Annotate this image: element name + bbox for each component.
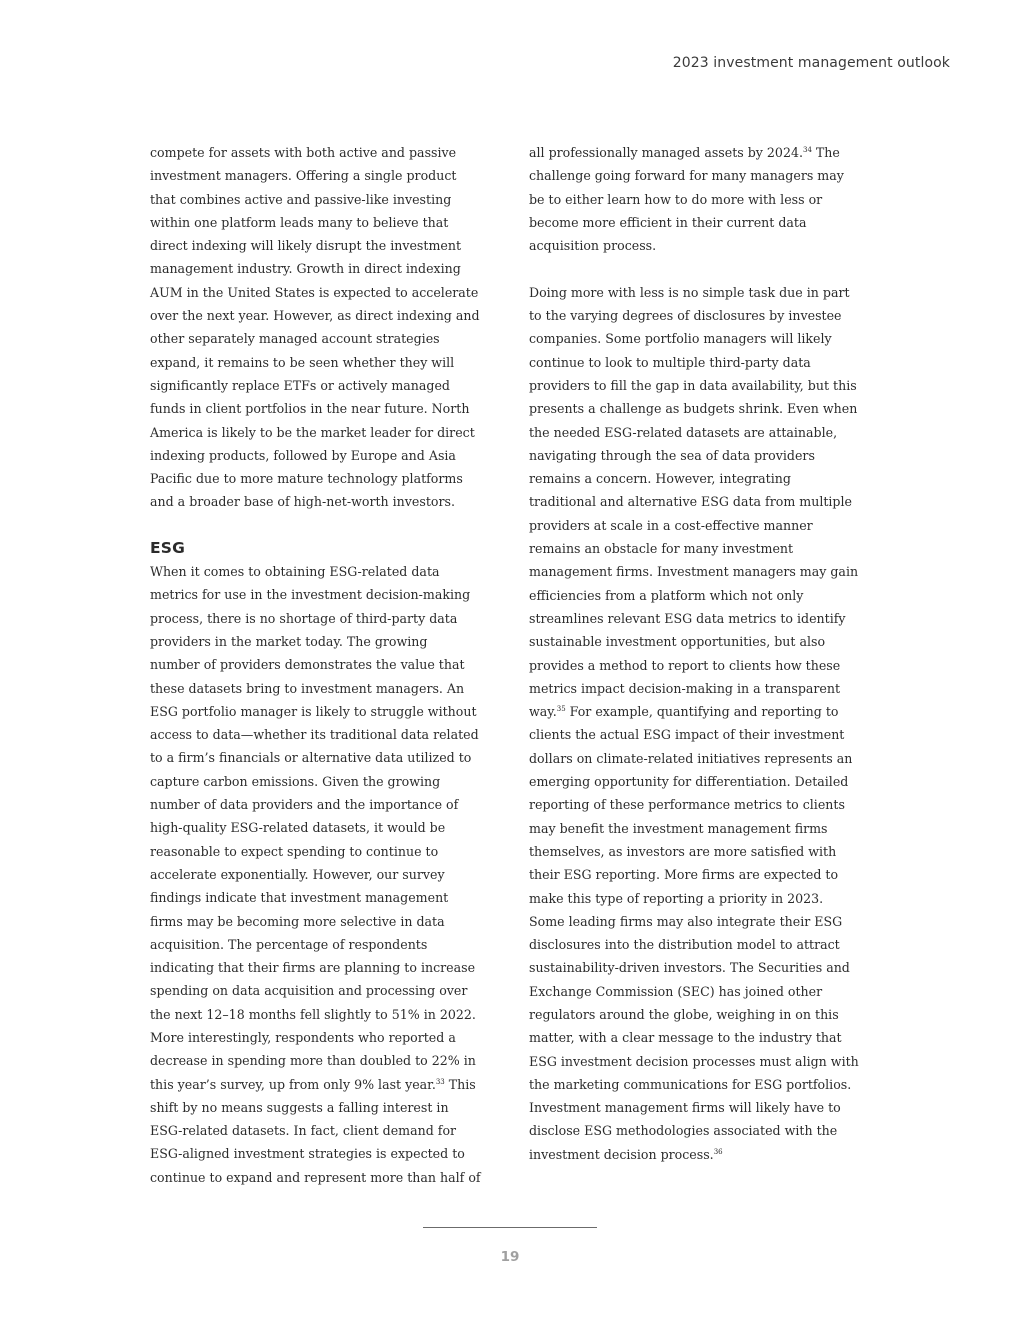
text-line: streamlines relevant ESG data metrics to identify [529, 610, 846, 626]
text-line: reporting of these performance metrics to clients [529, 797, 845, 813]
text-line: providers in the market today. The growing [150, 633, 428, 649]
text-line: compete for assets with both active and passive [150, 145, 457, 160]
text-line: acquisition. The percentage of respondents [150, 936, 428, 952]
text-line: to the varying degrees of disclosures by investee [529, 308, 842, 324]
text-line: presents a challenge as budgets shrink. Even when [529, 401, 858, 417]
text-line: number of providers demonstrates the value that [150, 657, 465, 673]
text-line: within one platform leads many to believe that [150, 214, 449, 230]
text-line: dollars on climate-related initiatives represents an [529, 750, 853, 766]
text-line: other separately managed account strategies [150, 331, 440, 347]
text-line: clients the actual ESG impact of their investment [529, 727, 845, 743]
doing-more-footnote-line: way.$^{35}$ For example, quantifying and reporting to [529, 704, 839, 720]
text-line: More interestingly, respondents who reported a [150, 1029, 456, 1045]
text-line: the marketing communications for ESG portfolios. [529, 1076, 852, 1092]
footnote-36: 36 [713, 1147, 723, 1156]
text-line: funds in client portfolios in the near future. North [150, 401, 470, 417]
text-line: ESG investment decision processes must align with [529, 1053, 859, 1069]
doing-more-last-line: investment decision process.$^{36}$ [529, 1146, 723, 1162]
text-line: findings indicate that investment management [150, 890, 449, 906]
esg-paragraph-part-b [150, 1096, 495, 1189]
text-line: make this type of reporting a priority in 2023. [529, 890, 824, 906]
text-line: that combines active and passive-like investing [150, 191, 452, 207]
footnote-35: 35 [556, 705, 566, 714]
text-line: remains a concern. However, integrating [529, 471, 791, 487]
text-line: indicating that their firms are planning to increase [150, 960, 476, 976]
text-line: direct indexing will likely disrupt the investment [150, 238, 462, 254]
text-line: AUM in the United States is expected to accelerate [150, 284, 479, 300]
text-line: ESG-related datasets. In fact, client demand for [150, 1123, 457, 1139]
running-header: 2023 investment management outlook [672, 55, 950, 71]
text-line: providers at scale in a cost-effective manner [529, 517, 813, 533]
text-line: sustainable investment opportunities, but also [529, 634, 826, 650]
text-line: expand, it remains to be seen whether they will [150, 354, 455, 370]
text-line: shift by no means suggests a falling interest in [150, 1099, 449, 1115]
text-line: be to either learn how to do more with less or [529, 191, 823, 207]
continuation-paragraph-rest [529, 164, 874, 257]
text-line: indexing products, followed by Europe and Asia [150, 447, 456, 463]
text-line: provides a method to report to clients how these [529, 657, 841, 673]
text-line: firms may be becoming more selective in data [150, 913, 445, 929]
footnote-34: 34 [802, 146, 812, 154]
footer-rule [423, 1227, 597, 1228]
text-line: navigating through the sea of data providers [529, 447, 815, 463]
text-line: traditional and alternative ESG data from multiple [529, 494, 852, 510]
text-line: reasonable to expect spending to continue to [150, 843, 439, 859]
text-line: efficiencies from a platform which not only [529, 587, 804, 603]
text-line: metrics for use in the investment decision-making [150, 587, 471, 603]
text-line: over the next year. However, as direct indexing and [150, 308, 480, 324]
text-line: providers to fill the gap in data availability, but this [529, 377, 857, 393]
page-number: 19 [500, 1249, 520, 1265]
text-line: Pacific due to more mature technology platforms [150, 471, 463, 487]
text-line: America is likely to be the market leader for direct [150, 424, 475, 440]
text-line: these datasets bring to investment managers. An [150, 680, 465, 696]
text-line: continue to expand and represent more than half of [150, 1169, 481, 1185]
esg-paragraph [150, 560, 495, 1189]
text-line: management firms. Investment managers may gain [529, 564, 859, 580]
text-line: acquisition process. [529, 238, 657, 254]
text-line: management industry. Growth in direct indexing [150, 261, 461, 277]
text-line: may benefit the investment management firms [529, 820, 828, 836]
esg-paragraph-footnote-line: this year’s survey, up from only 9% last year.$^{33}$ This [150, 1076, 476, 1092]
text-line: decrease in spending more than doubled to 22% in [150, 1053, 476, 1069]
text-line: themselves, as investors are more satisfied with [529, 843, 837, 859]
text-line: sustainability-driven investors. The Securities and [529, 960, 850, 976]
text-line: high-quality ESG-related datasets, it would be [150, 820, 446, 836]
text-line: number of data providers and the importance of [150, 797, 459, 813]
text-line: regulators around the globe, weighing in on this [529, 1006, 839, 1022]
continuation-footnote-line: all professionally managed assets by 2024.34 The [529, 145, 840, 160]
doing-more-part-b [529, 723, 874, 1142]
text-line: Some leading firms may also integrate their ESG [529, 913, 843, 929]
text-line: disclosures into the distribution model to attract [529, 937, 840, 953]
continuation-paragraph [529, 141, 874, 257]
text-line: disclose ESG methodologies associated with the [529, 1123, 838, 1139]
text-line: the next 12–18 months fell slightly to 51% in 2022. [150, 1006, 476, 1022]
footnote-33: 33 [435, 1077, 445, 1086]
text-line: capture carbon emissions. Given the growing [150, 773, 441, 789]
text-line: process, there is no shortage of third-party data [150, 610, 458, 626]
text-line: metrics impact decision-making in a transparent [529, 680, 841, 696]
paragraph-spacer [150, 514, 495, 537]
esg-section-heading: ESG [150, 539, 186, 558]
text-line: investment managers. Offering a single product [150, 168, 457, 184]
text-line: their ESG reporting. More firms are expected to [529, 867, 839, 883]
doing-more-paragraph [529, 281, 874, 1166]
text-line: continue to look to multiple third-party data [529, 354, 811, 370]
direct-indexing-paragraph [150, 141, 495, 514]
text-line: companies. Some portfolio managers will likely [529, 331, 832, 347]
text-line: remains an obstacle for many investment [529, 541, 794, 557]
text-line: and a broader base of high-net-worth investors. [150, 494, 455, 510]
text-line: ESG-aligned investment strategies is expected to [150, 1146, 465, 1162]
doing-more-part-a [529, 281, 874, 700]
text-line: the needed ESG-related datasets are attainable, [529, 424, 838, 440]
text-line: Exchange Commission (SEC) has joined other [529, 983, 823, 999]
text-line: emerging opportunity for differentiation. Detailed [529, 774, 849, 790]
text-line: access to data—whether its traditional data related [150, 727, 479, 743]
text-line: accelerate exponentially. However, our survey [150, 866, 445, 882]
right-column [529, 141, 874, 1166]
text-line: Doing more with less is no simple task due in part [529, 284, 850, 300]
esg-paragraph-part-a [150, 560, 495, 1073]
text-line: spending on data acquisition and processing over [150, 983, 468, 999]
text-line: significantly replace ETFs or actively managed [150, 377, 450, 393]
text-line: When it comes to obtaining ESG-related data [150, 564, 440, 580]
paragraph-spacer [529, 257, 874, 280]
text-line: challenge going forward for many managers may [529, 168, 844, 184]
text-line: Investment management firms will likely have to [529, 1100, 841, 1116]
text-line: ESG portfolio manager is likely to struggle without [150, 703, 477, 719]
text-line: to a firm’s financials or alternative data utilized to [150, 750, 472, 766]
text-line: become more efficient in their current data [529, 214, 807, 230]
text-line: matter, with a clear message to the industry that [529, 1030, 842, 1046]
left-column [150, 141, 495, 1189]
